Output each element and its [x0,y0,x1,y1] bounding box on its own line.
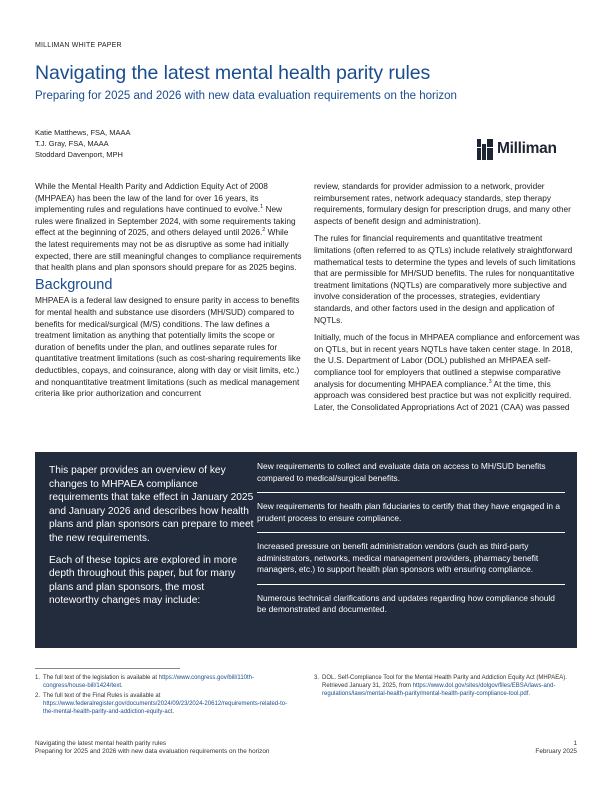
page-footer-left [35,740,269,756]
eyebrow-label: MILLIMAN WHITE PAPER [35,42,122,49]
page-footer-right [535,740,577,756]
publication-date: February 2025 [535,748,577,756]
intro-text: While the Mental Health Parity and Addiction Equity Act of 2008 (MHPAEA) has been the law of the land for over 16 years, its implementing rules and regulations have continued to evolve. [35,181,268,215]
callout-divider [257,532,565,533]
callout-divider [257,584,565,585]
body-paragraph [314,332,581,413]
footnote-tail: . [528,691,531,697]
key-change-item: New requirements to collect and evaluate data on access to MH/SUD benefits compared to medical/surgical benefits. [257,461,546,483]
milliman-logo-text: Milliman [497,140,557,157]
summary-callout [35,452,577,648]
intro-text: New rules were finalized in September 2024, with some requirements taking effect at the beginning of 2025, and others delayed until 2026. [35,204,296,238]
page-number: 1 [573,740,577,747]
callout-key-changes [257,461,565,624]
body-paragraph: The rules for financial requirements and quantitative treatment limitations (often referred to as QTLs) include relatively straightforward mathematical tests to determine the types and levels of such limitations that are permissible for MH/SUD benefits. The rules for nonquantitative treatment limitations (NQTLs) are comparatively more subjective and involve consideration of the processes, strategies, evidentiary standards, and other factors used in the design and application of NQTLs. [314,233,576,325]
milliman-logo-icon [477,139,493,160]
footnote-link[interactable]: https://www.congress.gov/bill/110th-congress/house-bill/1424/text [43,675,255,689]
intro-text: While the latest requirements may not be as disruptive as some had initially expected, there are still meaningful changes to compliance requirements that health plans and plan sponsors should prepare for as 2025 begins. [35,227,302,273]
footnote-body [43,692,297,716]
footnote-ref[interactable]: 1 [260,204,264,211]
footnote-link[interactable]: https://www.federalregister.gov/documents/2024/09/23/2024-20612/requirements-related-to-the-mental-health-parity-and-addiction-equity-act [43,701,288,715]
author-name: T.J. Gray, FSA, MAAA [35,139,109,148]
intro-paragraph [35,181,302,274]
page-title: Navigating the latest mental health parity rules [35,62,431,84]
callout-paragraph: This paper provides an overview of key changes to MHPAEA compliance requirements that take effect in January 2025 and January 2026 and describes how health plans and plan sponsors can prepare to meet the new requirements. [49,465,254,544]
footnote-tail: . [172,709,175,715]
page-subtitle: Preparing for 2025 and 2026 with new data evaluation requirements on the horizon [35,90,457,102]
callout-divider [257,492,565,493]
footnote-ref[interactable]: 2 [262,227,266,234]
left-column [35,181,302,406]
footnote-number: 2. [35,693,41,699]
right-column [314,181,581,419]
footnote-text: DOL. Self-Compliance Tool for the Mental Health Parity and Addiction Equity Act (MHPAEA). Retrieved January 31, 2025, from [322,675,567,689]
footnote-divider [35,668,180,669]
body-text: At the time, this approach was considered best practice but was not explicitly required. Later, the Consolidated Appropriations Act of 2021 (CAA) was passed [314,378,572,412]
footnote-body [43,674,297,690]
body-paragraph: review, standards for provider admission to a network, provider reimbursement rates, network adequacy standards, step therapy requirements, formulary design for prescription drugs, and many other aspects of benefit design and administration). [314,181,571,226]
key-change-item: New requirements for health plan fiduciaries to certify that they have engaged in a prudent process to ensure compliance. [257,501,561,523]
footnote-text: The full text of the legislation is available at [43,675,159,681]
footnote [35,692,297,716]
background-paragraph: MHPAEA is a federal law designed to ensure parity in access to benefits for mental health and substance use disorders (MH/SUD) compared to benefits for medical/surgical (M/S) conditions. The law defines a treatment limitation as anything that potentially limits the scope or duration of benefits under the plan, and outlines separate rules for quantitative treatment limitations (such as cost-sharing requirements like deductibles, copays, and coinsurance, along with day or visit limits, etc.) and nonquantitative treatment limitations (such as medical management criteria like prior authorization and concurrent [35,295,301,399]
key-change-item: Numerous technical clarifications and updates regarding how compliance should be demonstrated and documented. [257,592,555,614]
milliman-logo [477,137,577,161]
footnotes-right [314,674,576,700]
footnote [35,674,297,690]
callout-summary [49,464,255,616]
callout-paragraph: Each of these topics are explored in more depth throughout this paper, but for many plans and plan sponsors, the most noteworthy changes may include: [49,554,238,607]
footnote-tail: . [121,683,123,689]
author-name: Katie Matthews, FSA, MAAA [35,128,131,137]
author-list [35,127,130,160]
footnote-body [322,674,576,698]
footnote-number: 3. [314,675,320,681]
footer-subtitle: Preparing for 2025 and 2026 with new data evaluation requirements on the horizon [35,748,270,756]
footnote-link[interactable]: https://www.dol.gov/sites/dolgov/files/EBSA/laws-and-regulations/laws/mental-health-parity/mental-health-parity-compliance-tool.pdf [322,683,556,697]
footnote-number: 1. [35,675,41,681]
footer-title: Navigating the latest mental health parity rules [35,740,167,747]
body-text: Initially, much of the focus in MHPAEA compliance and enforcement was on QTLs, but in recent years NQTLs have taken center stage. In 2018, the U.S. Department of Labor (DOL) published an MHPAEA self-compliance tool for employers that outlined a stepwise comparative analysis for documenting MHPAEA compliance. [314,332,580,389]
footnote [314,674,576,698]
section-heading-background: Background [35,276,113,293]
footnotes-left [35,674,297,718]
footnote-ref[interactable]: 3 [488,378,492,385]
author-name: Stoddard Davenport, MPH [35,150,123,159]
key-change-item: Increased pressure on benefit administration vendors (such as third-party administrators, networks, medical management providers, pharmacy benefit managers, etc.) to support health plan sponsors with ensuring compliance. [257,541,539,574]
footnote-text: The full text of the Final Rules is available at [43,693,161,699]
